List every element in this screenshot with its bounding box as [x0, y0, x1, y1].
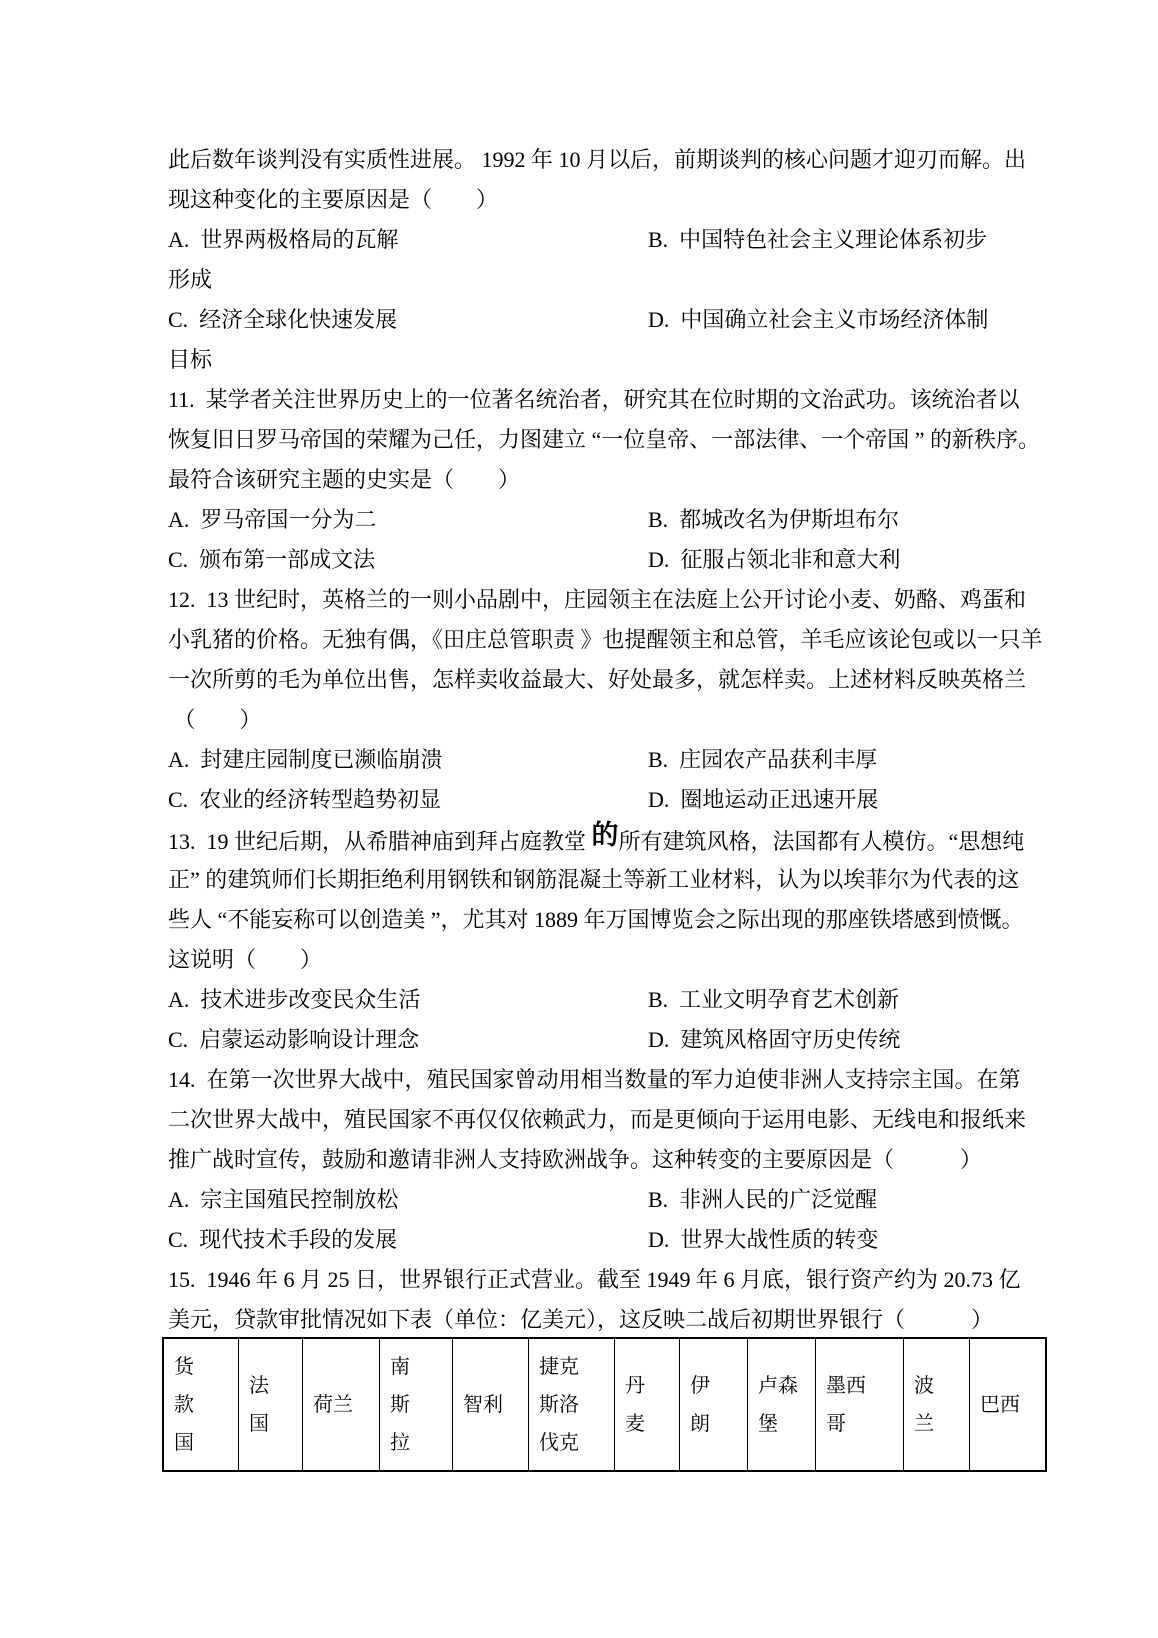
text-segment: 现这种变化的主要原因是（ ） — [168, 187, 499, 212]
text-line — [168, 503, 1028, 543]
loan-country-cell: 波 兰 — [904, 1338, 970, 1471]
text-line — [168, 543, 1028, 583]
text-segment: C. 启蒙运动影响设计理念 — [168, 1027, 420, 1052]
text-segment: 恢复旧日罗马帝国的荣耀为己任，力图建立 “一位皇帝、一部法律、一个帝国 ” 的新秩序。 — [168, 427, 1041, 452]
text-segment: 这说明（ ） — [168, 947, 323, 972]
text-segment: （ ） — [168, 707, 262, 732]
text-line — [168, 263, 1028, 303]
emphasized-char: 的 — [591, 820, 619, 850]
text-line — [168, 1263, 1028, 1303]
text-segment: 此后数年谈判没有实质性进展。 1992 年 10 月以后，前期谈判的核心问题才迎刃而解。出 — [168, 147, 1027, 172]
text-segment: 所有建筑风格，法国都有人模仿。“思想纯 — [618, 829, 1025, 854]
text-segment: 15. 1946 年 6 月 25 日，世界银行正式营业。截至 1949 年 6 月底，银行资产约为 20.73 亿 — [168, 1267, 1021, 1292]
text-segment: C. 农业的经济转型趋势初显 — [168, 787, 442, 812]
text-segment: C. 经济全球化快速发展 — [168, 307, 398, 332]
text-line — [168, 423, 1041, 463]
text-segment: A. 罗马帝国一分为二 — [168, 507, 377, 532]
text-line — [168, 743, 1028, 783]
text-line — [168, 820, 1028, 863]
text-line — [168, 783, 1028, 823]
text-segment: C. 颁布第一部成文法 — [168, 547, 376, 572]
text-line — [168, 1103, 1028, 1143]
text-segment: 推广战时宣传，鼓励和邀请非洲人支持欧洲战争。这种转变的主要原因是（ ） — [168, 1147, 983, 1172]
text-line — [168, 1143, 1028, 1183]
loan-country-cell: 荷兰 — [303, 1338, 380, 1471]
text-segment: C. 现代技术手段的发展 — [168, 1227, 398, 1252]
text-line — [168, 623, 1043, 663]
text-line — [168, 863, 1028, 903]
text-segment: D. 世界大战性质的转变 — [648, 1227, 879, 1252]
text-segment: B. 中国特色社会主义理论体系初步 — [648, 227, 988, 252]
text-segment: A. 封建庄园制度已濒临崩溃 — [168, 747, 443, 772]
loan-country-cell: 法 国 — [239, 1338, 303, 1471]
text-segment: 些人 “不能妄称可以创造美 ”，尤其对 1889 年万国博览会之际出现的那座铁塔感到愤慨。 — [168, 907, 1024, 932]
text-line — [168, 903, 1028, 943]
text-segment: 美元，贷款审批情况如下表（单位：亿美元），这反映二战后初期世界银行（ ） — [168, 1307, 994, 1332]
loan-country-cell: 伊 朗 — [680, 1338, 748, 1471]
text-segment: B. 工业文明孕育艺术创新 — [648, 987, 900, 1012]
text-segment: B. 庄园农产品获利丰厚 — [648, 747, 878, 772]
text-segment: 正” 的建筑师们长期拒绝利用钢铁和钢筋混凝土等新工业材料，认为以埃菲尔为代表的这 — [168, 867, 1020, 892]
text-line — [168, 663, 1028, 703]
text-segment: 13. 19 世纪后期，从希腊神庙到拜占庭教堂 — [168, 829, 592, 854]
text-line — [168, 983, 1028, 1023]
text-line — [168, 1063, 1028, 1103]
loan-country-cell: 卢森 堡 — [748, 1338, 816, 1471]
text-segment: A. 技术进步改变民众生活 — [168, 987, 421, 1012]
text-segment: B. 都城改名为伊斯坦布尔 — [648, 507, 900, 532]
loan-table-header-cell: 货 款 国 — [163, 1338, 239, 1471]
loan-country-cell: 墨西 哥 — [816, 1338, 904, 1471]
text-segment: A. 宗主国殖民控制放松 — [168, 1187, 399, 1212]
text-line — [168, 383, 1028, 423]
text-segment: A. 世界两极格局的瓦解 — [168, 227, 399, 252]
text-line — [168, 183, 1028, 223]
loan-country-cell: 捷克 斯洛 伐克 — [529, 1338, 615, 1471]
loan-table-row — [163, 1338, 1046, 1471]
loan-country-cell: 南 斯 拉 — [380, 1338, 453, 1471]
text-line — [168, 463, 1028, 503]
text-segment: 12. 13 世纪时，英格兰的一则小品剧中，庄园领主在法庭上公开讨论小麦、奶酪、鸡蛋和 — [168, 587, 1027, 612]
text-segment: D. 圈地运动正迅速开展 — [648, 787, 879, 812]
text-segment: 目标 — [168, 347, 213, 372]
text-line — [168, 1183, 1028, 1223]
text-line — [168, 1223, 1028, 1263]
text-segment: 小乳猪的价格。无独有偶，《田庄总管职责 》也提醒领主和总管，羊毛应该论包或以一只羊 — [168, 627, 1043, 652]
text-line — [168, 303, 1028, 343]
text-segment: D. 建筑风格固守历史传统 — [648, 1027, 901, 1052]
loan-country-cell: 丹 麦 — [615, 1338, 680, 1471]
loan-country-cell: 巴西 — [970, 1338, 1047, 1471]
text-lines — [168, 143, 1043, 1343]
text-line — [168, 343, 1028, 383]
text-line — [168, 1023, 1028, 1063]
text-line — [168, 943, 1028, 983]
text-line — [168, 583, 1028, 623]
loan-table — [162, 1337, 1047, 1472]
text-segment: B. 非洲人民的广泛觉醒 — [648, 1187, 878, 1212]
text-segment: D. 征服占领北非和意大利 — [648, 547, 901, 572]
text-line — [168, 703, 1028, 743]
text-line — [168, 143, 1028, 183]
text-segment: 11. 某学者关注世界历史上的一位著名统治者，研究其在位时期的文治武功。该统治者以 — [168, 387, 1020, 412]
text-segment: 二次世界大战中，殖民国家不再仅仅依赖武力，而是更倾向于运用电影、无线电和报纸来 — [168, 1107, 1027, 1132]
text-segment: D. 中国确立社会主义市场经济体制 — [648, 307, 989, 332]
text-segment: 一次所剪的毛为单位出售，怎样卖收益最大、好处最多，就怎样卖。上述材料反映英格兰 — [168, 667, 1027, 692]
text-segment: 14. 在第一次世界大战中，殖民国家曾动用相当数量的军力迫使非洲人支持宗主国。在第 — [168, 1067, 1021, 1092]
loan-country-cell: 智利 — [453, 1338, 529, 1471]
text-segment: 形成 — [168, 267, 213, 292]
text-segment: 最符合该研究主题的史实是（ ） — [168, 467, 521, 492]
text-line — [168, 223, 1028, 263]
